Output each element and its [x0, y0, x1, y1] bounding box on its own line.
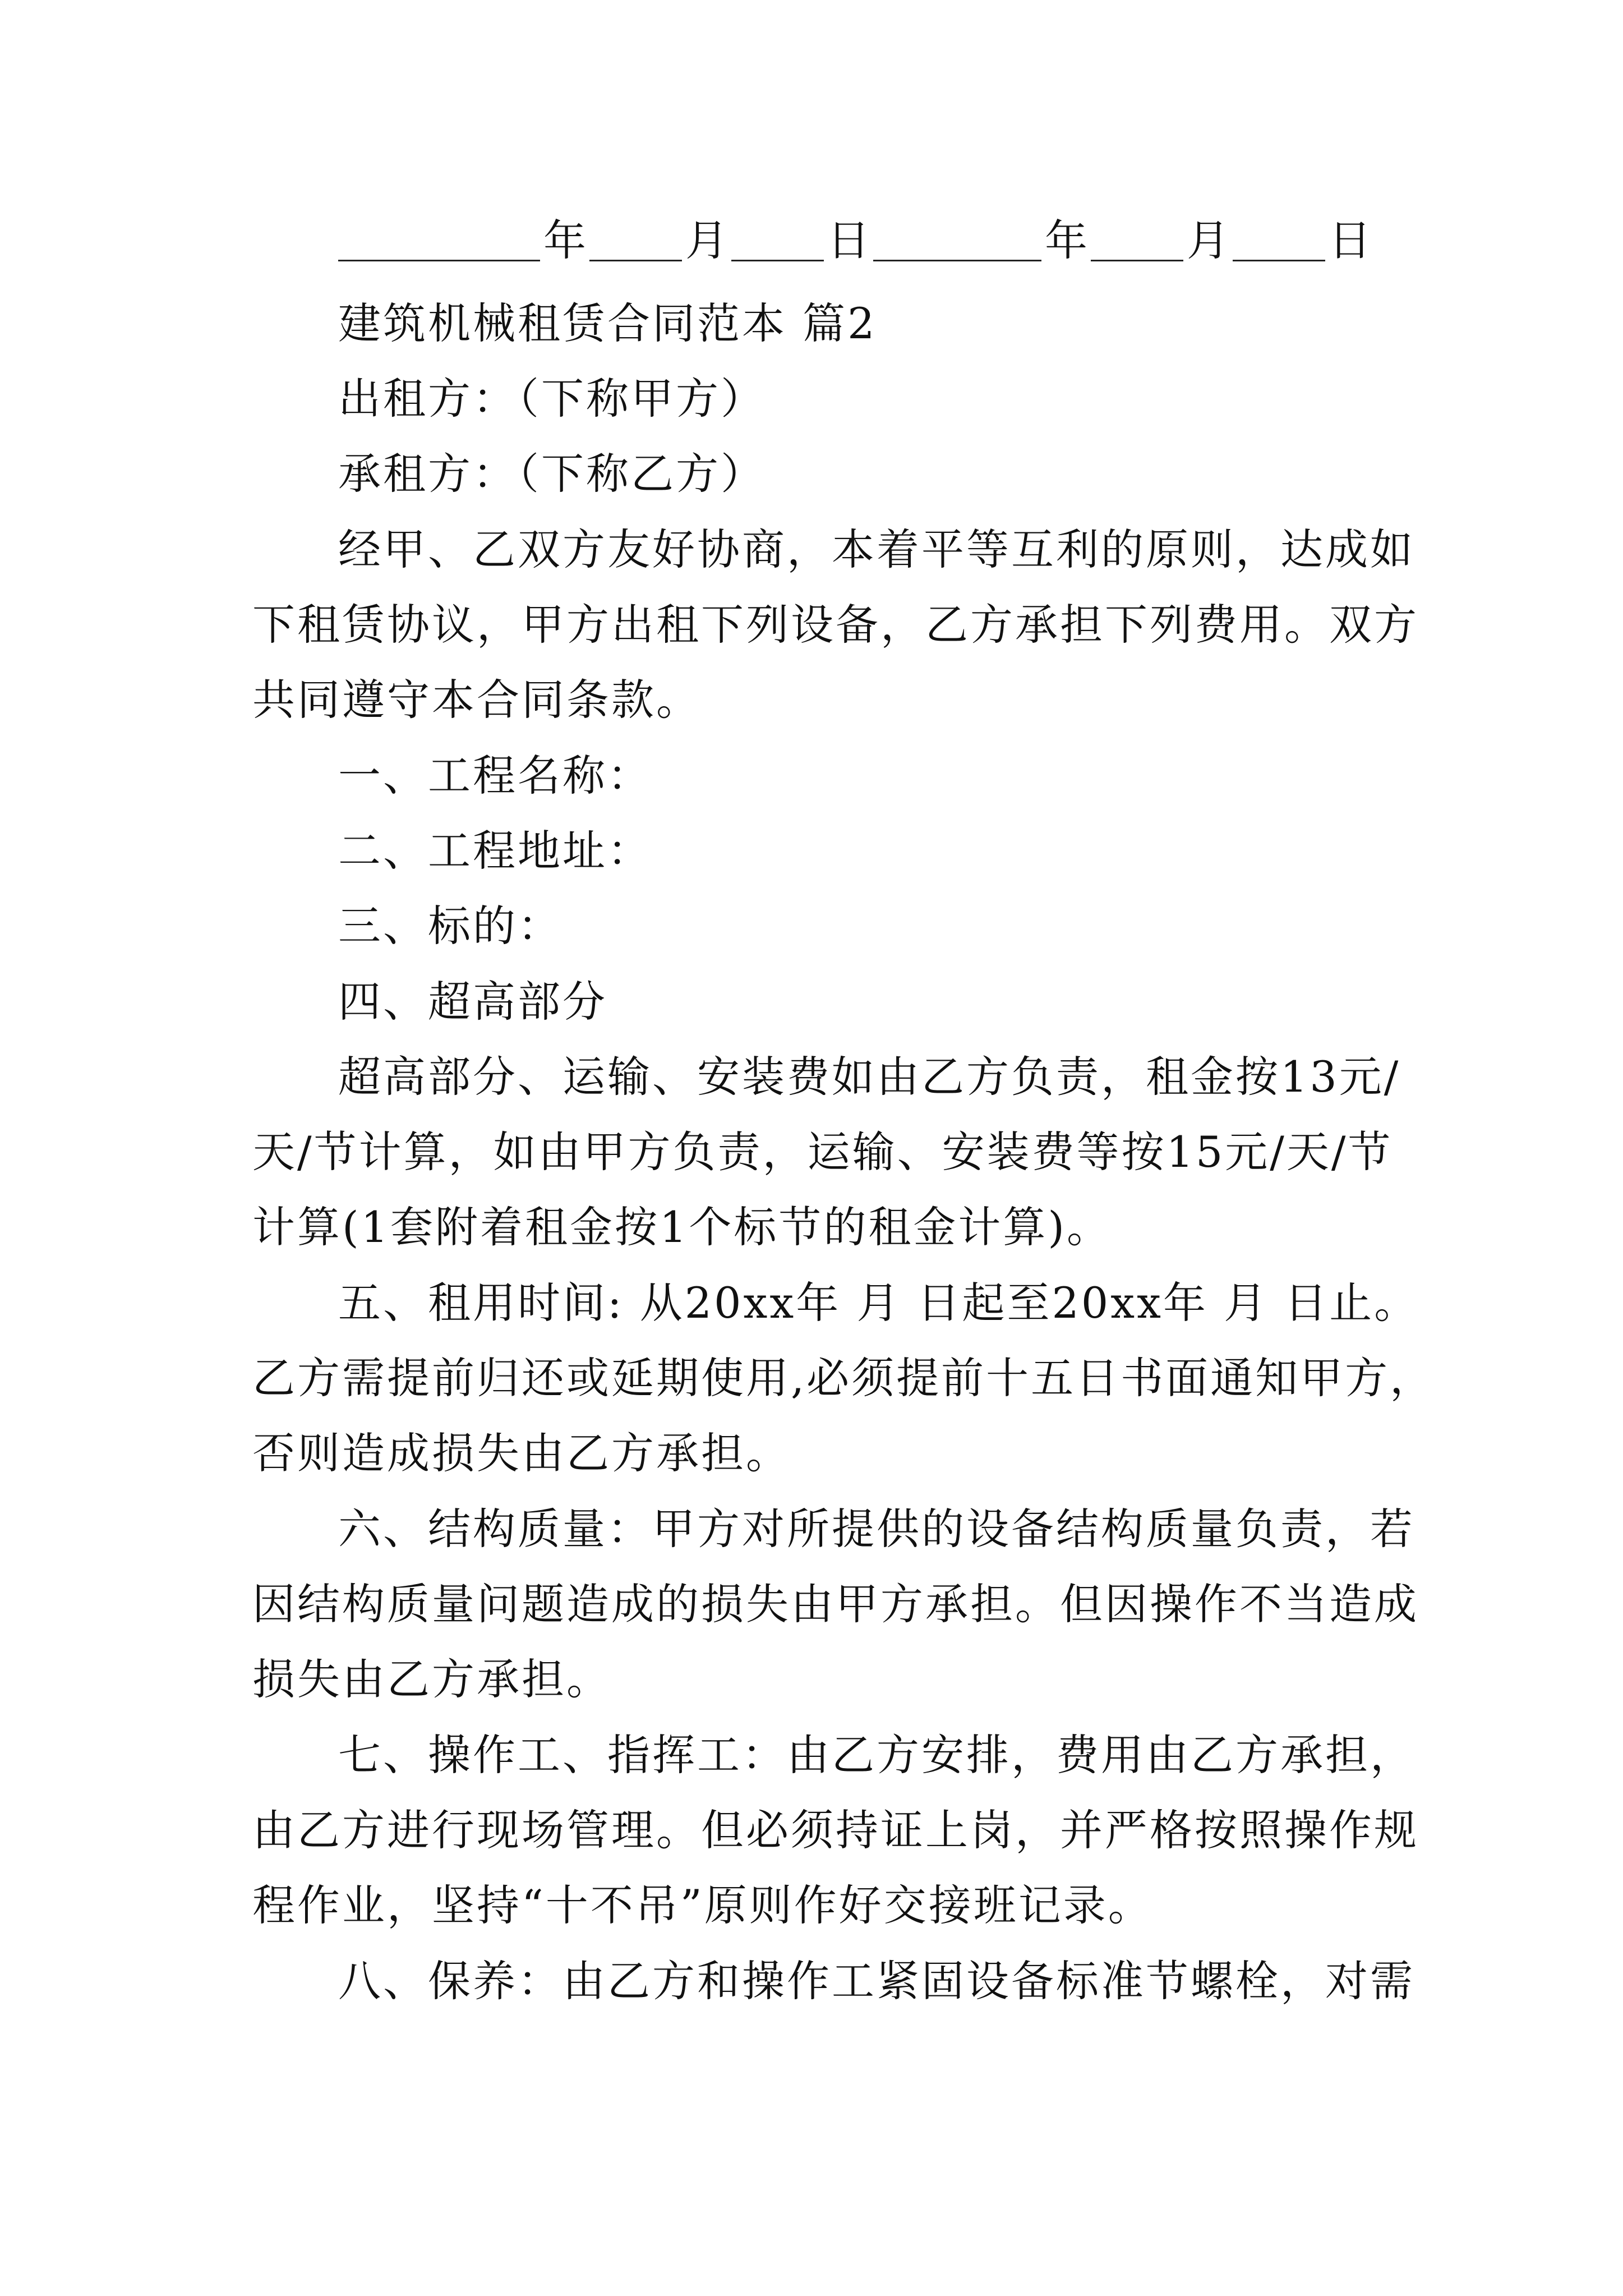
- para4-line-2: 天/节计算，如由甲方负责，运输、安装费等按15元/天/节: [252, 1127, 1393, 1177]
- year-label: 年: [543, 215, 586, 265]
- signature-date-line: [338, 215, 1375, 266]
- item-subject: 三、标的：: [338, 901, 562, 951]
- item-project-name: 一、工程名称：: [338, 751, 652, 800]
- year-blank: [338, 220, 540, 261]
- month-blank: [589, 220, 682, 261]
- para6-line-1: 六、结构质量：甲方对所提供的设备结构质量负责，若: [338, 1504, 1415, 1554]
- para7-line-2: 由乙方进行现场管理。但必须持证上岗，并严格按照操作规: [252, 1805, 1419, 1855]
- para4-line-3: 计算(1套附着租金按1个标节的租金计算)。: [252, 1202, 1112, 1252]
- item-project-address: 二、工程地址：: [338, 826, 652, 876]
- lessor-line: 出租方：（下称甲方）: [338, 374, 766, 424]
- document-title: 建筑机械租赁合同范本 篇2: [338, 298, 877, 348]
- day-blank: [731, 220, 824, 261]
- day-blank-2: [1233, 220, 1325, 261]
- intro-line-2: 下租赁协议，甲方出租下列设备，乙方承担下列费用。双方: [252, 600, 1419, 650]
- lessee-line: 承租方：（下称乙方）: [338, 449, 766, 499]
- item-super-height: 四、超高部分: [338, 977, 607, 1027]
- month-blank-2: [1091, 220, 1183, 261]
- year-blank-2: [873, 220, 1041, 261]
- para6-line-3: 损失由乙方承担。: [252, 1654, 611, 1704]
- day-label-2: 日: [1329, 215, 1371, 265]
- para7-line-3: 程作业，坚持“十不吊”原则作好交接班记录。: [252, 1880, 1153, 1930]
- para5-line-1: 五、租用时间: 从20xx年 月 日起至20xx年 月 日止。: [338, 1278, 1419, 1328]
- month-label: 月: [685, 215, 728, 265]
- para6-line-2: 因结构质量问题造成的损失由甲方承担。但因操作不当造成: [252, 1579, 1419, 1629]
- para8-line-1: 八、保养：由乙方和操作工紧固设备标准节螺栓，对需: [338, 1956, 1415, 2006]
- day-label: 日: [827, 215, 870, 265]
- para7-line-1: 七、操作工、指挥工：由乙方安排，费用由乙方承担，: [338, 1730, 1415, 1780]
- para5-line-2: 乙方需提前归还或延期使用,必须提前十五日书面通知甲方，: [252, 1353, 1435, 1403]
- intro-line-1: 经甲、乙双方友好协商，本着平等互利的原则，达成如: [338, 524, 1415, 574]
- month-label-2: 月: [1187, 215, 1229, 265]
- intro-line-3: 共同遵守本合同条款。: [252, 675, 701, 725]
- year-label-2: 年: [1045, 215, 1087, 265]
- para5-line-3: 否则造成损失由乙方承担。: [252, 1428, 791, 1478]
- para4-line-1: 超高部分、运输、安装费如由乙方负责，租金按13元/: [338, 1052, 1401, 1102]
